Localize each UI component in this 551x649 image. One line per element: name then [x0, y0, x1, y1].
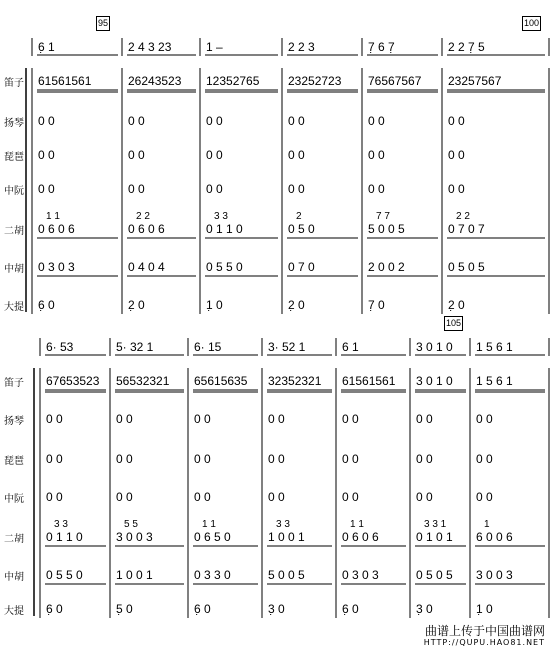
note-group: 0 1 1 0	[46, 530, 83, 544]
note-group: 5 0 0 5	[268, 568, 305, 582]
note-group: 3 0 0 3	[476, 568, 513, 582]
note-group: 0 4 0 4	[128, 260, 165, 274]
note-group: 6 0 0 6	[476, 530, 513, 544]
melody-measure: 6 1	[342, 340, 359, 354]
erhu-upper-note: 1 1	[46, 211, 60, 222]
note-group: 61561561	[38, 74, 92, 88]
note-group: 12352765	[206, 74, 260, 88]
erhu-upper-note: 2 2	[136, 211, 150, 222]
note-group: 0 5 0	[288, 222, 315, 236]
note-group: 6̣ 0	[38, 298, 55, 312]
note-group: 0 6 0 6	[38, 222, 75, 236]
note-group: 0 0	[342, 452, 359, 466]
note-group: 0 0	[416, 412, 433, 426]
melody-measure: 6̣ 1	[38, 40, 55, 54]
note-group: 6̣ 0	[342, 602, 359, 616]
erhu-upper-note: 3 3	[54, 519, 68, 530]
note-group: 3̣ 0	[416, 602, 433, 616]
instrument-label: 笛子	[4, 378, 24, 389]
note-group: 0 0	[116, 490, 133, 504]
melody-measure: 3 0 1 0	[416, 340, 453, 354]
note-group: 0 6 0 6	[342, 530, 379, 544]
note-group: 3 0 0 3	[116, 530, 153, 544]
note-group: 0 5 5 0	[46, 568, 83, 582]
note-group: 0 3 0 3	[342, 568, 379, 582]
erhu-upper-note: 2 2	[456, 211, 470, 222]
note-group: 0 0	[476, 412, 493, 426]
melody-measure: 2 2 3	[288, 40, 315, 54]
note-group: 0 0	[368, 114, 385, 128]
instrument-label: 二胡	[4, 226, 24, 237]
note-group: 0 0	[206, 182, 223, 196]
note-group: 76567567	[368, 74, 422, 88]
note-group: 0 0	[128, 182, 145, 196]
instrument-label: 大提	[4, 302, 24, 313]
erhu-upper-note: 2	[296, 211, 302, 222]
erhu-upper-note: 3 3	[276, 519, 290, 530]
melody-measure: 7̣ 6 7̣	[368, 40, 395, 54]
note-group: 0 0	[368, 182, 385, 196]
erhu-upper-note: 1	[484, 519, 490, 530]
erhu-upper-note: 1 1	[350, 519, 364, 530]
instrument-label: 中阮	[4, 186, 24, 197]
note-group: 0 0	[38, 182, 55, 196]
note-group: 0 3 0 3	[38, 260, 75, 274]
note-group: 0 7 0 7	[448, 222, 485, 236]
note-group: 3 0 1 0	[416, 374, 453, 388]
melody-measure: 2 4 3 23	[128, 40, 172, 54]
note-group: 0 0	[38, 114, 55, 128]
note-group: 0 0	[194, 452, 211, 466]
watermark-url: HTTP://QUPU.HAO81.NET	[423, 638, 545, 647]
note-group: 0 0	[206, 148, 223, 162]
melody-measure: 1 –	[206, 40, 223, 54]
melody-measure: 6· 15	[194, 340, 222, 354]
note-group: 1̣ 0	[206, 298, 223, 312]
note-group: 0 0	[46, 490, 63, 504]
note-group: 56532321	[116, 374, 170, 388]
note-group: 0 1 1 0	[206, 222, 243, 236]
note-group: 67653523	[46, 374, 100, 388]
note-group: 32352321	[268, 374, 322, 388]
note-group: 1 0 0 1	[116, 568, 153, 582]
note-group: 6̣ 0	[46, 602, 63, 616]
instrument-label: 中胡	[4, 264, 24, 275]
note-group: 0 0	[288, 114, 305, 128]
note-group: 23257567	[448, 74, 502, 88]
note-group: 0 0	[46, 412, 63, 426]
note-group: 0 7 0	[288, 260, 315, 274]
erhu-upper-note: 3 3	[214, 211, 228, 222]
note-group: 5̣ 0	[116, 602, 133, 616]
note-group: 0 0	[128, 114, 145, 128]
instrument-label: 琵琶	[4, 152, 24, 163]
erhu-upper-note: 3 3 1	[424, 519, 447, 530]
note-group: 0 0	[342, 490, 359, 504]
melody-measure: 3· 52 1	[268, 340, 306, 354]
note-group: 0 0	[448, 182, 465, 196]
instrument-label: 二胡	[4, 534, 24, 545]
note-group: 7̣ 0	[368, 298, 385, 312]
note-group: 0 5 0 5	[416, 568, 453, 582]
melody-measure: 2 2 7̣ 5	[448, 40, 485, 54]
instrument-label: 笛子	[4, 78, 24, 89]
instrument-label: 琵琶	[4, 456, 24, 467]
instrument-label: 扬琴	[4, 416, 24, 427]
note-group: 0 0	[194, 490, 211, 504]
measure-number-box: 105	[444, 316, 463, 331]
note-group: 1 5 6 1	[476, 374, 513, 388]
note-group: 0 0	[342, 412, 359, 426]
note-group: 0 0	[128, 148, 145, 162]
note-group: 2̣ 0	[288, 298, 305, 312]
note-group: 2̣ 0	[448, 298, 465, 312]
note-group: 26243523	[128, 74, 182, 88]
note-group: 1 0 0 1	[268, 530, 305, 544]
instrument-label: 大提	[4, 606, 24, 617]
note-group: 0 0	[288, 182, 305, 196]
note-group: 0 5 5 0	[206, 260, 243, 274]
measure-number-box: 95	[96, 16, 110, 31]
note-group: 0 0	[416, 490, 433, 504]
note-group: 0 0	[268, 490, 285, 504]
note-group: 0 0	[448, 114, 465, 128]
note-group: 0 0	[268, 412, 285, 426]
instrument-label: 中阮	[4, 494, 24, 505]
note-group: 0 0	[448, 148, 465, 162]
note-group: 23252723	[288, 74, 342, 88]
note-group: 3̣ 0	[268, 602, 285, 616]
note-group: 0 0	[368, 148, 385, 162]
melody-measure: 6· 53	[46, 340, 74, 354]
note-group: 2 0 0 2	[368, 260, 405, 274]
erhu-upper-note: 1 1	[202, 519, 216, 530]
note-group: 0 0	[46, 452, 63, 466]
melody-measure: 5· 32 1	[116, 340, 154, 354]
note-group: 61561561	[342, 374, 396, 388]
erhu-upper-note: 7 7	[376, 211, 390, 222]
note-group: 0 0	[116, 412, 133, 426]
note-group: 2̣ 0	[128, 298, 145, 312]
note-group: 1̣ 0	[476, 602, 493, 616]
note-group: 0 3 3 0	[194, 568, 231, 582]
note-group: 0 0	[476, 452, 493, 466]
watermark-title: 曲谱上传于中国曲谱网	[424, 624, 545, 638]
note-group: 0 0	[206, 114, 223, 128]
note-group: 0 0	[116, 452, 133, 466]
note-group: 0 6 5 0	[194, 530, 231, 544]
note-group: 0 0	[288, 148, 305, 162]
note-group: 0 0	[416, 452, 433, 466]
melody-measure: 1 5 6 1	[476, 340, 513, 354]
note-group: 5 0 0 5	[368, 222, 405, 236]
instrument-label: 扬琴	[4, 118, 24, 129]
note-group: 65615635	[194, 374, 248, 388]
note-group: 0 6 0 6	[128, 222, 165, 236]
note-group: 0 0	[38, 148, 55, 162]
note-group: 0 0	[194, 412, 211, 426]
erhu-upper-note: 5 5	[124, 519, 138, 530]
note-group: 0 1 0 1	[416, 530, 453, 544]
note-group: 0 0	[476, 490, 493, 504]
note-group: 6̣ 0	[194, 602, 211, 616]
note-group: 0 0	[268, 452, 285, 466]
note-group: 0 5 0 5	[448, 260, 485, 274]
measure-number-box: 100	[522, 16, 541, 31]
instrument-label: 中胡	[4, 572, 24, 583]
